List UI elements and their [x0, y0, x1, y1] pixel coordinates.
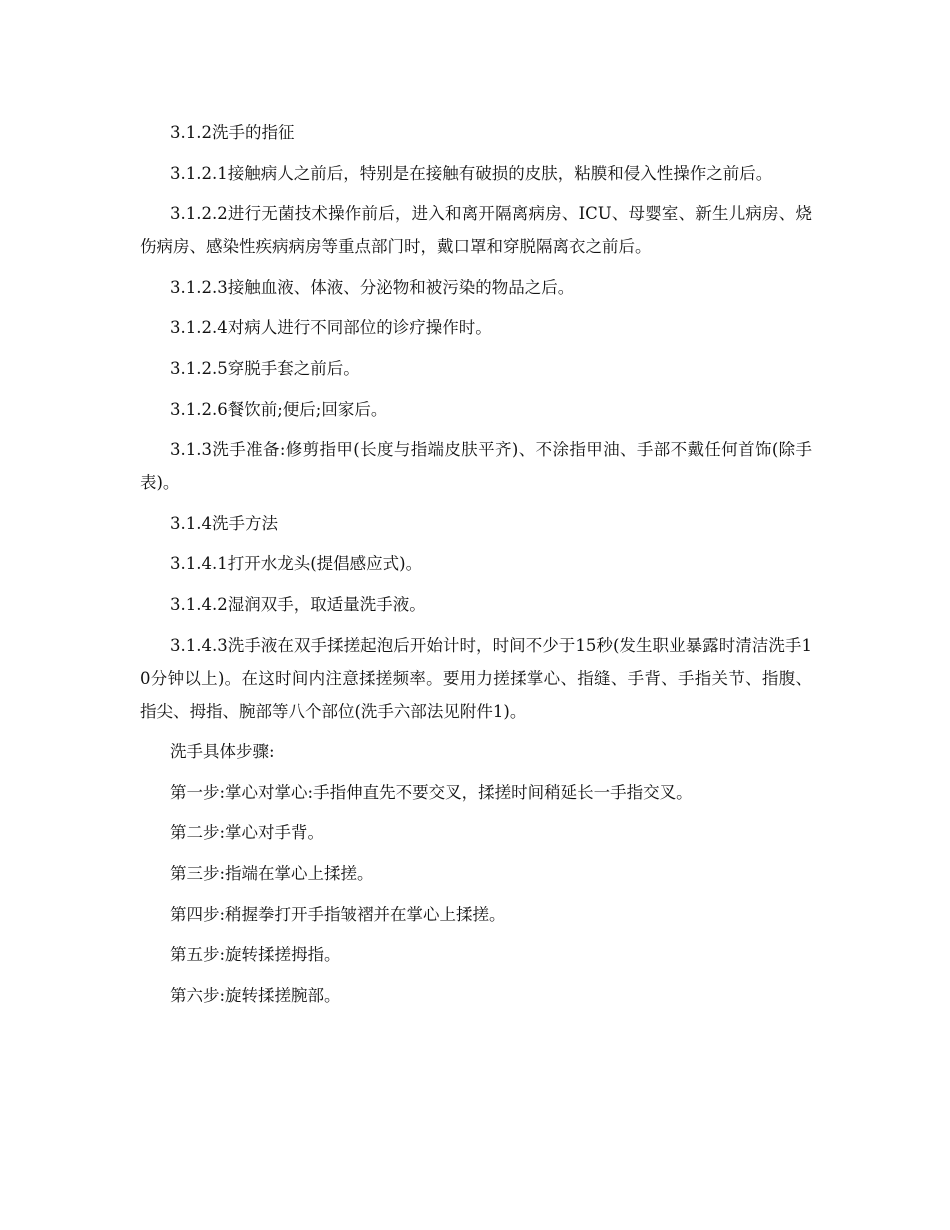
paragraph-3-1-2-3: 3.1.2.3接触血液、体液、分泌物和被污染的物品之后。 — [170, 277, 575, 297]
step-4: 第四步:稍握拳打开手指皱褶并在掌心上揉搓。 — [170, 904, 506, 924]
paragraph-3-1-2-6: 3.1.2.6餐饮前;便后;回家后。 — [170, 399, 388, 419]
section-heading-3-1-4: 3.1.4洗手方法 — [170, 513, 278, 533]
step-1: 第一步:掌心对掌心:手指伸直先不要交叉，揉搓时间稍延长一手指交叉。 — [170, 782, 693, 802]
document-body — [140, 116, 812, 1019]
paragraph-3-1-4-3: 3.1.4.3洗手液在双手揉搓起泡后开始计时，时间不少于15秒(发生职业暴露时清洁洗手10分钟以上)。在这时间内注意揉搓频率。要用力搓揉掌心、指缝、手背、手指关节、指腹、指尖、拇指、腕部等八个部位(洗手六部法见附件1)。 — [140, 635, 812, 721]
step-6: 第六步:旋转揉搓腕部。 — [170, 985, 341, 1005]
paragraph-3-1-4-1: 3.1.4.1打开水龙头(提倡感应式)。 — [170, 554, 423, 574]
section-heading-3-1-2: 3.1.2洗手的指征 — [170, 123, 295, 142]
paragraph-3-1-2-5: 3.1.2.5穿脱手套之前后。 — [170, 358, 360, 378]
step-5: 第五步:旋转揉搓拇指。 — [170, 945, 341, 965]
step-3: 第三步:指端在掌心上揉搓。 — [170, 863, 374, 883]
steps-heading: 洗手具体步骤: — [170, 742, 275, 762]
paragraph-3-1-3: 3.1.3洗手准备:修剪指甲(长度与指端皮肤平齐)、不涂指甲油、手部不戴任何首饰(除手表)。 — [140, 440, 812, 493]
paragraph-3-1-2-1: 3.1.2.1接触病人之前后，特别是在接触有破损的皮肤，粘膜和侵入性操作之前后。 — [170, 163, 773, 183]
paragraph-3-1-4-2: 3.1.4.2湿润双手，取适量洗手液。 — [170, 594, 426, 614]
step-2: 第二步:掌心对手背。 — [170, 823, 325, 843]
paragraph-3-1-2-4: 3.1.2.4对病人进行不同部位的诊疗操作时。 — [170, 318, 492, 338]
paragraph-3-1-2-2: 3.1.2.2进行无菌技术操作前后，进入和离开隔离病房、ICU、母婴室、新生儿病房、烧伤病房、感染性疾病病房等重点部门时，戴口罩和穿脱隔离衣之前后。 — [140, 204, 812, 257]
